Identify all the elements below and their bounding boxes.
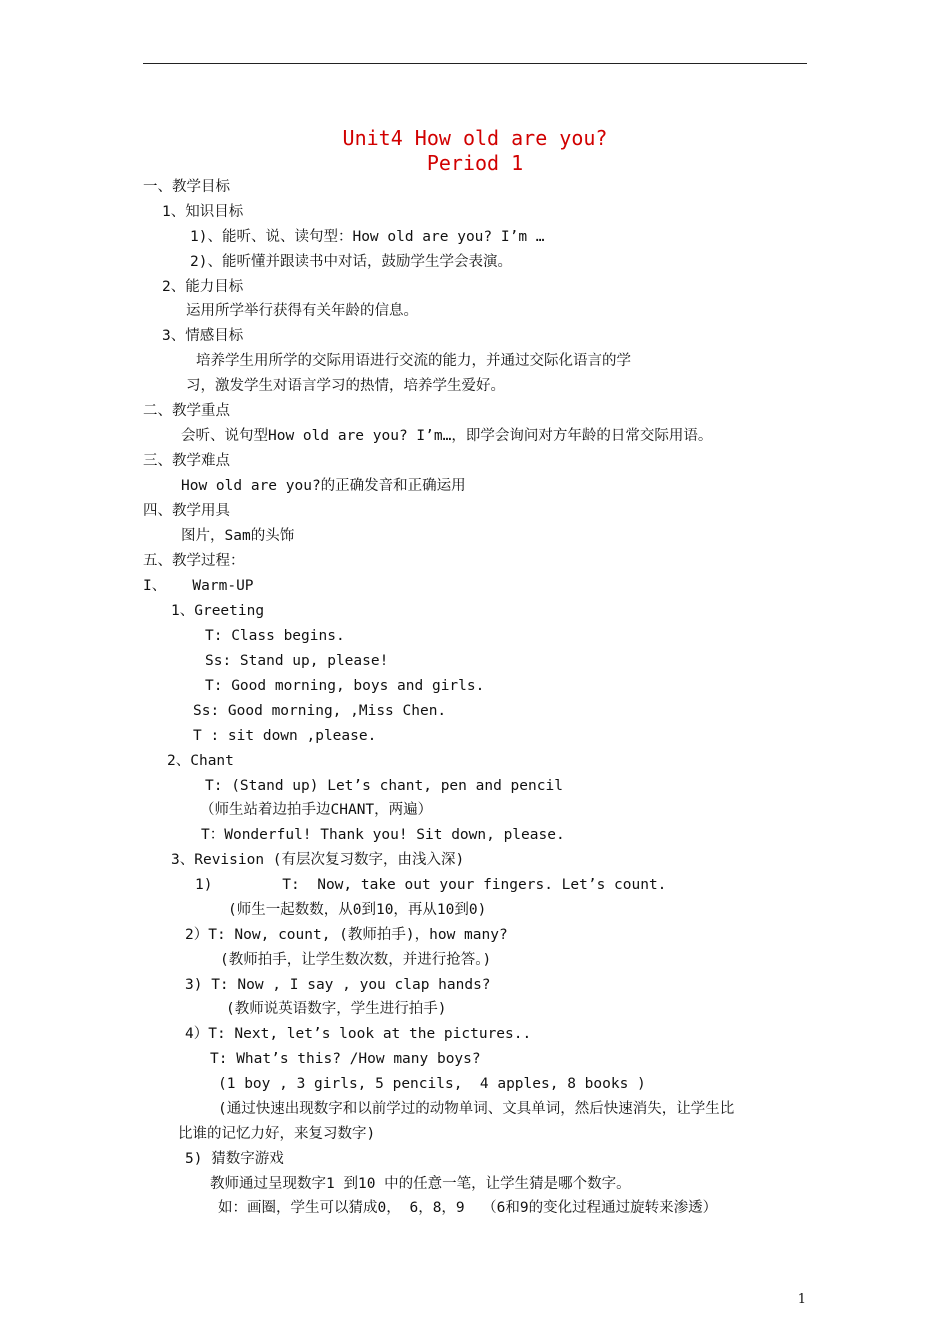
body-line: 教师通过呈现数字1 到10 中的任意一笔，让学生猜是哪个数字。	[210, 1176, 631, 1192]
body-line: 培养学生用所学的交际用语进行交流的能力，并通过交际化语言的学	[196, 353, 631, 369]
dialogue-line: 2）T: Now, count, (教师拍手)，how many?	[185, 927, 508, 943]
dialogue-line: 4）T: Next, let’s look at the pictures..	[185, 1026, 532, 1042]
subsection-heading: 2、能力目标	[162, 279, 244, 295]
section-heading: 四、教学用具	[143, 503, 230, 519]
substep-heading: 1、Greeting	[171, 603, 265, 619]
substep-heading: 5) 猜数字游戏	[185, 1151, 284, 1167]
header-rule	[143, 63, 807, 64]
section-heading: 二、教学重点	[143, 403, 230, 419]
body-line: 2)、能听懂并跟读书中对话，鼓励学生学会表演。	[190, 254, 512, 270]
dialogue-line: T : sit down ,please.	[193, 728, 377, 744]
dialogue-line: T: What’s this? /How many boys?	[210, 1051, 481, 1067]
note-line: 比谁的记忆力好，来复习数字)	[178, 1126, 376, 1142]
body-line: 1)、能听、说、读句型：How old are you? I’m …	[190, 229, 545, 245]
note-line: (教师拍手，让学生数次数，并进行抢答。)	[220, 952, 492, 968]
section-heading: 三、教学难点	[143, 453, 230, 469]
document-subtitle: Period 1	[426, 151, 524, 175]
dialogue-line: T: Good morning, boys and girls.	[205, 678, 485, 694]
note-line: (通过快速出现数字和以前学过的动物单词、文具单词，然后快速消失，让学生比	[218, 1101, 735, 1117]
note-line: （师生站着边拍手边CHANT，两遍）	[200, 802, 433, 818]
dialogue-line: T：Wonderful! Thank you! Sit down, please.	[201, 827, 565, 843]
body-line: 会听、说句型How old are you? I’m…，即学会询问对方年龄的日常交际用语。	[181, 428, 713, 444]
dialogue-line: 1) T: Now, take out your fingers. Let’s count.	[195, 877, 667, 893]
document-title: Unit4 How old are you?	[342, 126, 608, 150]
body-line: 习，激发学生对语言学习的热情，培养学生爱好。	[186, 378, 505, 394]
substep-heading: 2、Chant	[167, 753, 234, 769]
section-heading: 一、教学目标	[143, 179, 230, 195]
dialogue-line: T: (Stand up) Let’s chant, pen and pencil	[205, 778, 563, 794]
section-heading: 五、教学过程：	[143, 553, 245, 569]
dialogue-line: 3) T: Now , I say , you clap hands?	[185, 977, 491, 993]
dialogue-line: Ss: Good morning, ,Miss Chen.	[193, 703, 447, 719]
substep-heading: 3、Revision (有层次复习数字，由浅入深)	[171, 852, 465, 868]
page-number: 1	[797, 1292, 806, 1307]
body-line: 如：画圈，学生可以猜成0， 6，8，9 （6和9的变化过程通过旋转来渗透）	[218, 1200, 718, 1216]
step-heading: I、 Warm-UP	[143, 578, 254, 594]
note-line: (教师说英语数字，学生进行拍手)	[226, 1001, 447, 1017]
body-line: How old are you?的正确发音和正确运用	[181, 478, 466, 494]
dialogue-line: Ss: Stand up, please!	[205, 653, 389, 669]
subsection-heading: 3、情感目标	[162, 328, 244, 344]
body-line: 图片，Sam的头饰	[181, 528, 295, 544]
note-line: (师生一起数数，从0到10，再从10到0)	[228, 902, 487, 918]
dialogue-line: T: Class begins.	[205, 628, 345, 644]
dialogue-line: (1 boy , 3 girls, 5 pencils, 4 apples, 8 books )	[218, 1076, 646, 1092]
subsection-heading: 1、知识目标	[162, 204, 244, 220]
body-line: 运用所学举行获得有关年龄的信息。	[186, 303, 418, 319]
